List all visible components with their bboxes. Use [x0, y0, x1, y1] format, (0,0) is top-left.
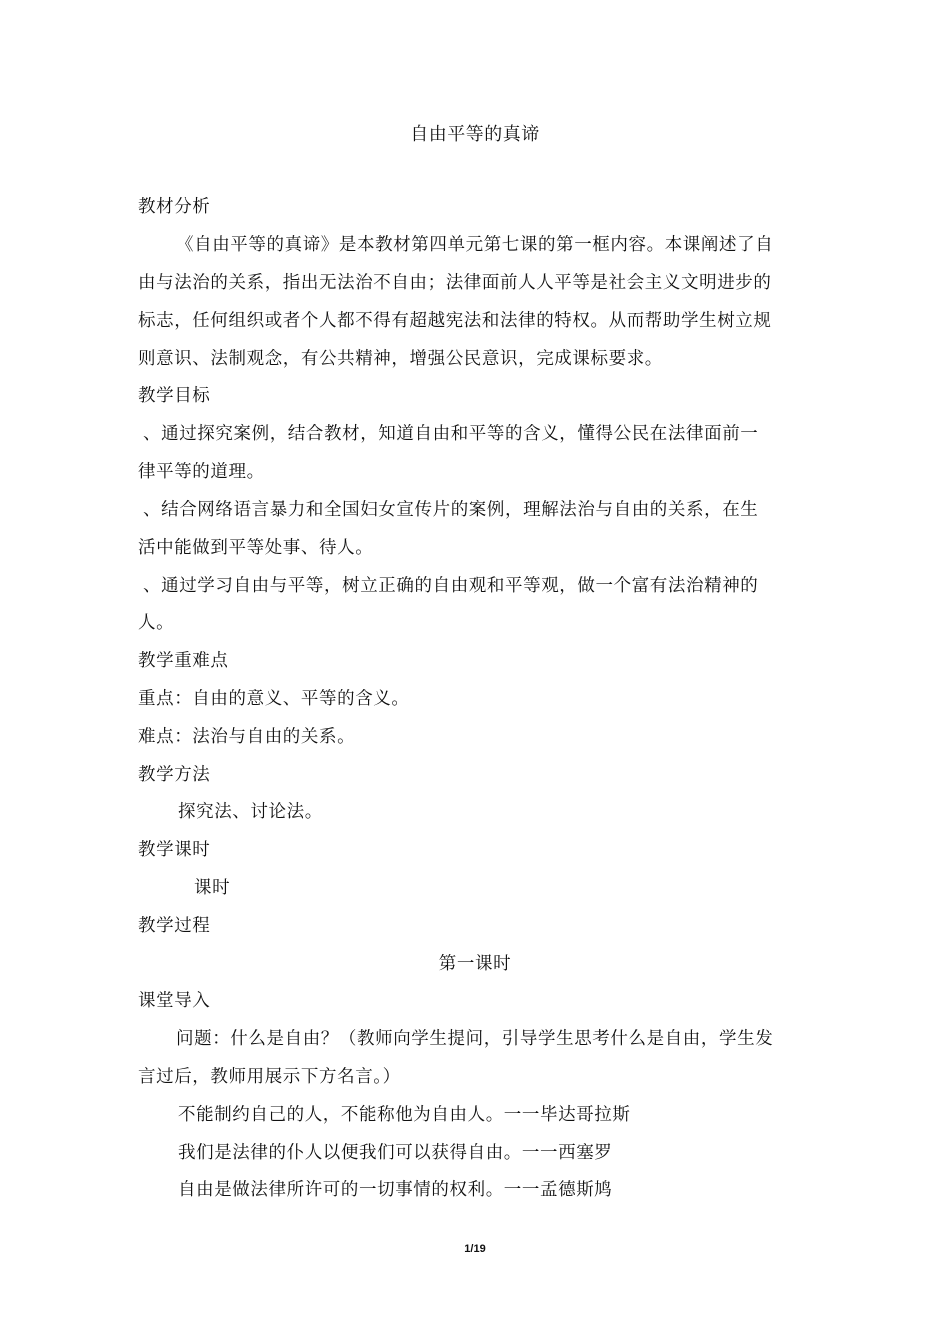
paragraph-line: 则意识、法制观念，有公共精神，增强公民意识，完成课标要求。	[138, 349, 663, 369]
goal-line: 律平等的道理。	[138, 462, 265, 482]
paragraph-line: 由与法治的关系，指出无法治不自由；法律面前人人平等是社会主义文明进步的	[138, 273, 772, 293]
goal-line: 、通过学习自由与平等，树立正确的自由观和平等观，做一个富有法治精神的	[143, 576, 759, 596]
heading-class-hours: 教学课时	[138, 840, 211, 860]
quote-line: 不能制约自己的人，不能称他为自由人。一一毕达哥拉斯	[178, 1105, 631, 1125]
heading-teaching-process: 教学过程	[138, 916, 211, 936]
heading-textbook-analysis: 教材分析	[138, 197, 211, 217]
heading-class-intro: 课堂导入	[138, 991, 211, 1011]
class-hours-line: 课时	[194, 878, 231, 898]
paragraph-line: 标志，任何组织或者个人都不得有超越宪法和法律的特权。从而帮助学生树立规	[138, 311, 772, 331]
heading-teaching-methods: 教学方法	[138, 765, 211, 785]
key-point-line: 重点：自由的意义、平等的含义。	[138, 689, 410, 709]
subheading-first-lesson: 第一课时	[438, 954, 512, 974]
quote-line: 我们是法律的仆人以便我们可以获得自由。一一西塞罗	[178, 1143, 613, 1163]
goal-line: 人。	[138, 613, 175, 633]
difficult-point-line: 难点：法治与自由的关系。	[138, 727, 356, 747]
quote-line: 自由是做法律所许可的一切事情的权利。一一孟德斯鸠	[178, 1180, 613, 1200]
heading-teaching-goals: 教学目标	[138, 386, 211, 406]
document-title: 自由平等的真谛	[410, 124, 540, 145]
goal-line: 活中能做到平等处事、待人。	[138, 538, 374, 558]
page-number: 1/19	[464, 1243, 486, 1255]
heading-key-points: 教学重难点	[138, 651, 229, 671]
paragraph-line: 问题：什么是自由？（教师向学生提问，引导学生思考什么是自由，学生发	[176, 1029, 774, 1049]
paragraph-line: 言过后，教师用展示下方名言。）	[138, 1067, 401, 1087]
methods-line: 探究法、讨论法。	[178, 802, 323, 822]
goal-line: 、通过探究案例，结合教材，知道自由和平等的含义，懂得公民在法律面前一	[143, 424, 759, 444]
paragraph-line: 《自由平等的真谛》是本教材第四单元第七课的第一框内容。本课阐述了自	[176, 235, 774, 255]
goal-line: 、结合网络语言暴力和全国妇女宣传片的案例，理解法治与自由的关系，在生	[143, 500, 759, 520]
